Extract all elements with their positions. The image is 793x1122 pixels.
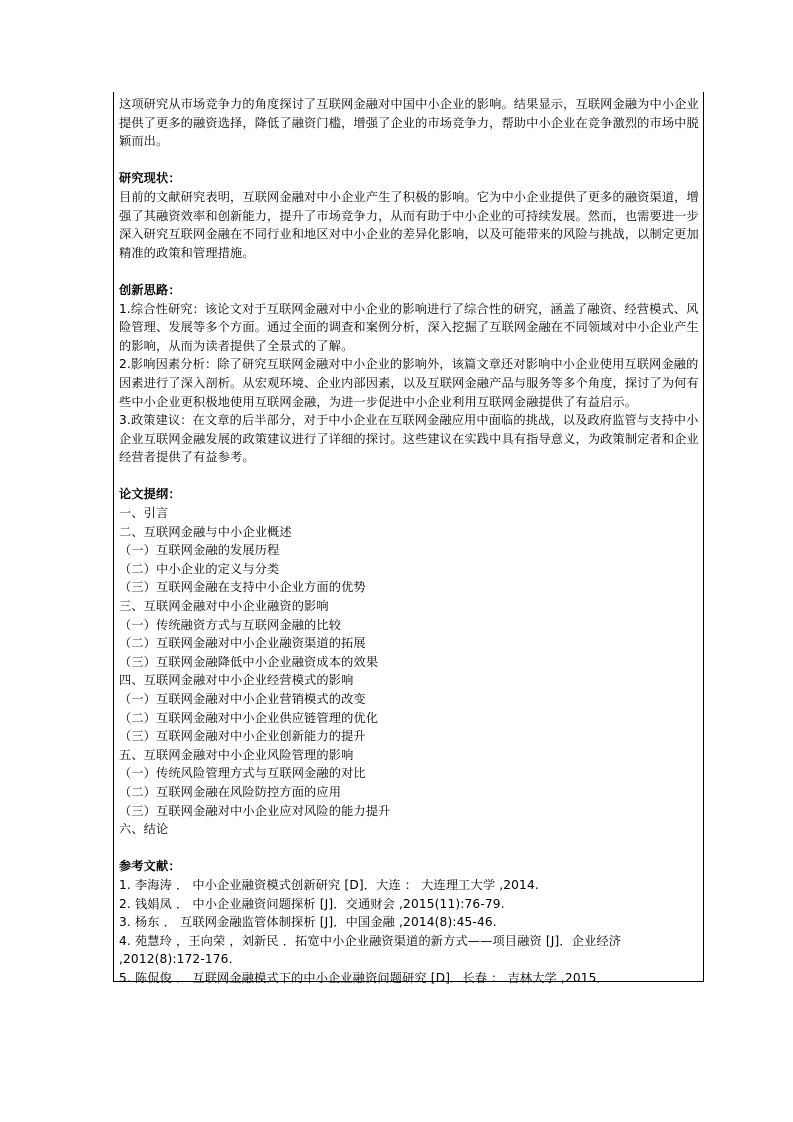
outline-line: （二）互联网金融在风险防控方面的应用	[119, 784, 342, 799]
innovation-item: 1.综合性研究：该论文对于互联网金融对中小企业的影响进行了综合性的研究，涵盖了融资、经营模式、风险管理、发展等多个方面。通过全面的调查和案例分析，深入挖掘了互联网金融在不同领域对中小企业产生的影响，从而为读者提供了全景式的了解。	[119, 301, 699, 353]
reference-item: 1. 李海涛 ． 中小企业融资模式创新研究 [D]．大连 ： 大连理工大学 ,2014.	[119, 877, 539, 892]
outline-line: 四、互联网金融对中小企业经营模式的影响	[119, 673, 354, 688]
intro-paragraph: 这项研究从市场竞争力的角度探讨了互联网金融对中国中小企业的影响。结果显示，互联网金融为中小企业提供了更多的融资选择，降低了融资门槛，增强了企业的市场竞争力，帮助中小企业在竞争激烈的市场中脱颖而出。	[119, 97, 699, 149]
outline-line: （二）互联网金融对中小企业供应链管理的优化	[119, 710, 379, 725]
outline-line: （一）互联网金融对中小企业营销模式的改变	[119, 692, 366, 706]
outline-heading: 论文提纲：	[119, 487, 181, 502]
innovation-heading: 创新思路：	[119, 282, 181, 297]
spacer	[119, 262, 701, 281]
research-status-paragraph: 目前的文献研究表明，互联网金融对中小企业产生了积极的影响。它为中小企业提供了更多的融资渠道，增强了其融资效率和创新能力，提升了市场竞争力，从而有助于中小企业的可持续发展。然而，也需要进一步深入研究互联网金融在不同行业和地区对中小企业的差异化影响，以及可能带来的风险与挑战，以制定更加精准的政策和管理措施。	[119, 189, 699, 260]
outline-line: （一）传统风险管理方式与互联网金融的对比	[119, 766, 366, 781]
outline-line: （二）互联网金融对中小企业融资渠道的拓展	[119, 636, 366, 651]
outline-line: （三）互联网金融降低中小企业融资成本的效果	[119, 654, 379, 669]
outline-line: （二）中小企业的定义与分类	[119, 561, 280, 576]
spacer	[119, 467, 701, 486]
outline-line: （三）互联网金融对中小企业创新能力的提升	[119, 729, 366, 744]
research-status-heading: 研究现状：	[119, 171, 181, 186]
references-heading: 参考文献：	[119, 859, 181, 874]
spacer	[119, 839, 701, 858]
innovation-item: 3.政策建议：在文章的后半部分，对于中小企业在互联网金融应用中面临的挑战，以及政府监管与支持中小企业互联网金融发展的政策建议进行了详细的探讨。这些建议在实践中具有指导意义，为政策制定者和企业经营者提供了有益参考。	[119, 413, 699, 465]
reference-item: 3. 杨东 ． 互联网金融监管体制探析 [J]．中国金融 ,2014(8):45-46.	[119, 915, 497, 930]
reference-item: 5. 陈侃俊 ． 互联网金融模式下的中小企业融资问题研究 [D]．长春 ： 吉林大学 ,2015．	[119, 970, 609, 985]
document-content	[119, 95, 701, 988]
outline-line: （三）互联网金融在支持中小企业方面的优势	[119, 580, 366, 595]
outline-line: 六、结论	[119, 822, 169, 837]
outline-line: 二、互联网金融与中小企业概述	[119, 524, 292, 539]
outline-line: （一）传统融资方式与互联网金融的比较	[119, 617, 342, 632]
spacer	[119, 151, 701, 170]
reference-item: 2. 钱娟凤 ． 中小企业融资问题探析 [J]．交通财会 ,2015(11):76-79.	[119, 896, 505, 911]
reference-item: 4. 苑慧玲 ，王向荣 ，刘新民 ．拓宽中小企业融资渠道的新方式——项目融资 [J]．企业经济 ,2012(8):172-176.	[119, 933, 622, 967]
outline-line: 五、互联网金融对中小企业风险管理的影响	[119, 747, 354, 762]
outline-line: （三）互联网金融对中小企业应对风险的能力提升	[119, 803, 391, 818]
innovation-item: 2.影响因素分析：除了研究互联网金融对中小企业的影响外，该篇文章还对影响中小企业使用互联网金融的因素进行了深入剖析。从宏观环境、企业内部因素，以及互联网金融产品与服务等多个角度，探讨了为何有些中小企业更积极地使用互联网金融，为进一步促进中小企业利用互联网金融提供了有益启示。	[119, 357, 699, 409]
outline-line: 三、互联网金融对中小企业融资的影响	[119, 599, 329, 614]
outline-line: 一、引言	[119, 506, 169, 521]
outline-line: （一）互联网金融的发展历程	[119, 543, 280, 558]
